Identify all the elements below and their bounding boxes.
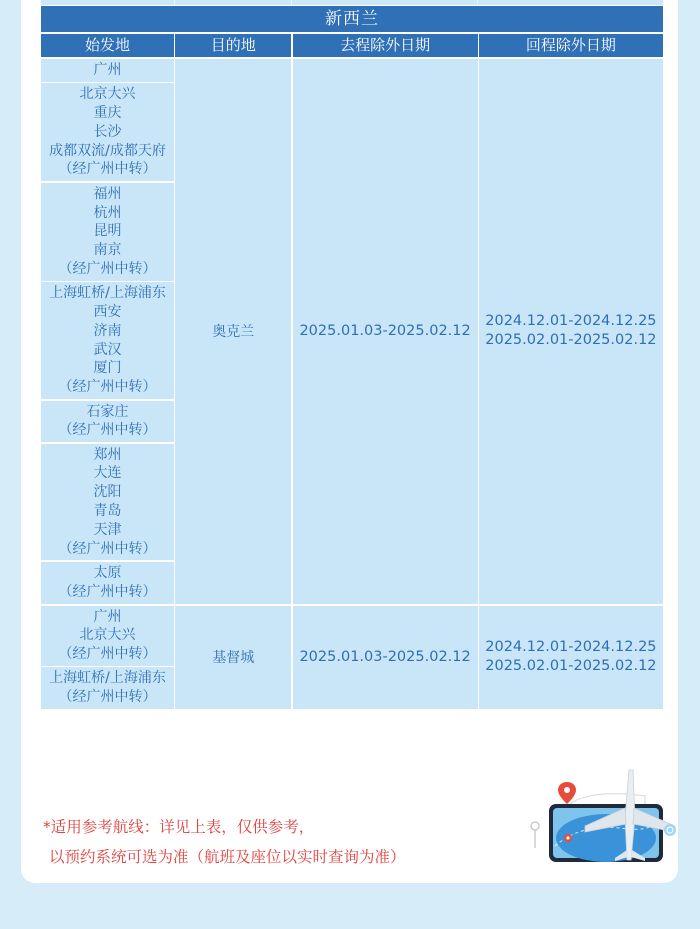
- route-note: [43, 812, 406, 872]
- origin-cell: [41, 606, 174, 666]
- origin-city: 广州: [93, 608, 122, 625]
- origin-city: 北京大兴: [79, 627, 136, 644]
- return-excluded-range: 2024.12.01-2024.12.25: [485, 313, 657, 330]
- origin-city: 沈阳: [93, 484, 122, 501]
- table-header-row: [41, 34, 663, 57]
- origin-city: 长沙: [93, 123, 122, 140]
- origin-cell: [41, 282, 174, 399]
- previous-table-edge: [41, 0, 663, 5]
- origin-city: 北京大兴: [79, 86, 136, 103]
- return-excluded-cell: [479, 59, 663, 604]
- region-title: 新西兰: [41, 6, 663, 32]
- origin-city: 重庆: [93, 105, 122, 122]
- route-group: [41, 606, 663, 709]
- origin-city: 石家庄: [86, 403, 129, 420]
- origin-city: 上海虹桥/上海浦东: [49, 285, 166, 302]
- origin-city: 福州: [93, 185, 122, 202]
- note-line-1: *适用参考航线：详见上表，仅供参考，: [43, 818, 315, 836]
- origin-cell: [41, 401, 174, 443]
- origin-column: [41, 59, 174, 604]
- origin-city: 广州: [93, 62, 122, 78]
- origin-cell: [41, 444, 174, 561]
- destination-cell: 基督城: [175, 606, 291, 709]
- outbound-excluded-cell: 2025.01.03-2025.02.12: [293, 606, 478, 709]
- return-excluded-range: 2024.12.01-2024.12.25: [485, 639, 657, 656]
- origin-city: 郑州: [93, 446, 122, 463]
- origin-city: 武汉: [93, 341, 122, 358]
- origin-city: 杭州: [93, 204, 122, 221]
- return-excluded-cell: [479, 606, 663, 709]
- origin-city: 厦门: [93, 360, 122, 377]
- origin-city: （经广州中转）: [58, 379, 157, 396]
- origin-city: 昆明: [93, 223, 122, 240]
- origin-city: （经广州中转）: [58, 422, 157, 439]
- origin-city: 青岛: [93, 503, 122, 520]
- route-group: [41, 59, 663, 604]
- origin-city: 西安: [93, 304, 122, 321]
- header-origin: 始发地: [41, 34, 174, 57]
- destination-cell: 奥克兰: [175, 59, 291, 604]
- origin-cell: [41, 667, 174, 709]
- origin-city: （经广州中转）: [58, 583, 157, 600]
- header-outbound-excluded: 去程除外日期: [293, 34, 478, 57]
- origin-city: 太原: [93, 564, 122, 581]
- origin-city: 济南: [93, 322, 122, 339]
- map-pin-icon: [558, 782, 576, 804]
- globe-icon: [664, 824, 676, 836]
- origin-city: 天津: [93, 521, 122, 538]
- outbound-excluded-cell: 2025.01.03-2025.02.12: [293, 59, 478, 604]
- origin-cell: [41, 59, 174, 82]
- origin-cell: [41, 183, 174, 281]
- origin-city: （经广州中转）: [58, 646, 157, 663]
- note-line-2: 以预约系统可选为准（航班及座位以实时查询为准）: [49, 848, 406, 866]
- travel-illustration: [525, 768, 681, 866]
- origin-column: [41, 606, 174, 709]
- route-table: [41, 6, 663, 709]
- origin-city: （经广州中转）: [58, 260, 157, 277]
- origin-cell: [41, 562, 174, 604]
- header-return-excluded: 回程除外日期: [479, 34, 663, 57]
- header-destination: 目的地: [175, 34, 291, 57]
- origin-city: （经广州中转）: [58, 689, 157, 706]
- origin-city: 大连: [93, 465, 122, 482]
- origin-city: 成都双流/成都天府: [49, 142, 166, 159]
- origin-cell: [41, 83, 174, 181]
- origin-city: （经广州中转）: [58, 161, 157, 178]
- return-excluded-range: 2025.02.01-2025.02.12: [485, 658, 657, 675]
- origin-city: （经广州中转）: [58, 540, 157, 557]
- origin-city: 南京: [93, 242, 122, 259]
- return-excluded-range: 2025.02.01-2025.02.12: [485, 332, 657, 349]
- origin-city: 上海虹桥/上海浦东: [49, 670, 166, 687]
